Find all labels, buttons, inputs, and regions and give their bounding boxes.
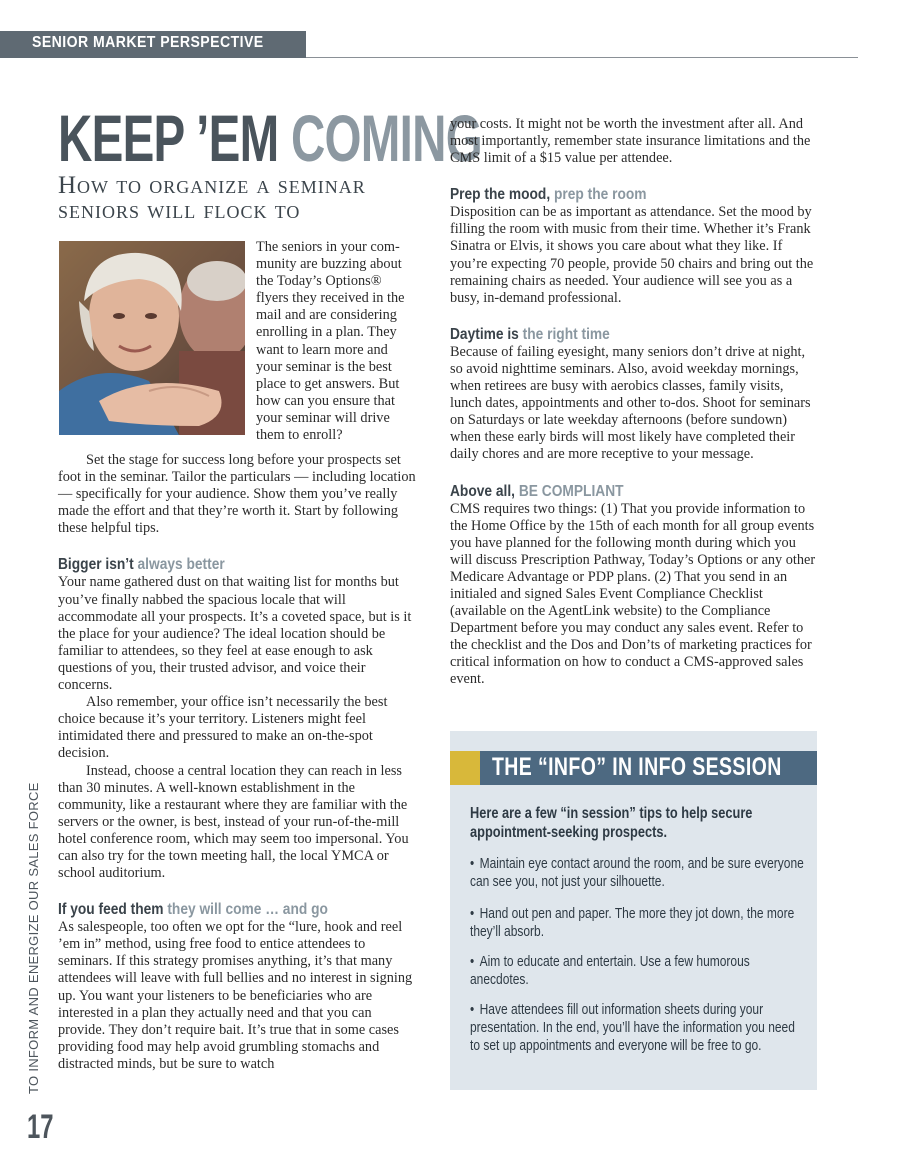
intro-line: your seminar will drive — [256, 409, 390, 426]
heading-compliant — [450, 482, 766, 501]
info-intro: Here are a few “in session” tips to help secure appointment-seeking prospects. — [470, 805, 753, 841]
intro-line: the Today’s Options® — [256, 273, 382, 290]
info-tip-text: Have attendees fill out information sheets during your presentation. In the end, you’ll have the information you need to set up appointments and everyone will be free to go. — [470, 1001, 795, 1054]
heading-light: they will come … and go — [167, 901, 328, 919]
intro-line: want to learn more and — [256, 341, 388, 358]
info-title: THE “INFO” IN INFO SESSION — [492, 753, 782, 781]
info-tip-text: Hand out pen and paper. The more they jot down, the more they’ll absorb. — [470, 905, 795, 940]
bigger-paragraph-2: Also remember, your office isn’t necessarily the best choice because it’s your territory. Listeners might feel intimidated there and pressured to make an on-the-spot decision. — [58, 694, 388, 762]
info-tip — [470, 1001, 806, 1055]
title-part-dark: KEEP ’EM — [58, 101, 279, 175]
intro-line: place to get answers. But — [256, 375, 400, 392]
intro-line: munity are buzzing about — [256, 256, 402, 273]
bullet-icon: • — [470, 953, 475, 970]
intro-line: mail and are considering — [256, 307, 397, 324]
heading-food — [58, 900, 371, 919]
section-label: SENIOR MARKET PERSPECTIVE — [32, 34, 264, 51]
intro-paragraph-2: Set the stage for success long before your prospects set foot in the seminar. Tailor the particulars — including location — specifically for your audience. Show them you’ve really made the effort and that they’re worth it. Start by following these helpful tips. — [58, 452, 416, 537]
heading-bigger — [58, 555, 371, 574]
bigger-paragraph-3: Instead, choose a central location they can reach in less than 30 minutes. A well-known establishment in the community, like a restaurant where they are familiar with the servers or the owner, is best, instead of your run-of-the-mill hotel conference room, which may seem too impersonal. You can also try for the town meeting hall, the local YMCA or school auditorium. — [58, 762, 409, 882]
info-tip — [470, 905, 806, 941]
intro-paragraph — [256, 239, 426, 444]
info-tip — [470, 953, 806, 989]
bigger-paragraph-1: Your name gathered dust on that waiting list for months but you’ve finally nabbed the spacious locale that will accommodate all your prospects. It’s a coveted space, but is it the place for your audience? The ideal location should be familiar to attendees, so they feel at ease enough to ask questions of you, their trusted advisor, and voice their concerns. — [58, 574, 412, 694]
heading-daytime — [450, 325, 766, 344]
heading-dark: If you feed them — [58, 901, 164, 919]
vertical-tagline: TO INFORM AND ENERGIZE OUR SALES FORCE — [26, 782, 41, 1094]
food-paragraph-continued: your costs. It might not be worth the investment after all. And most importantly, remember state insurance limitations and the CMS limit of a $15 value per attendee. — [450, 116, 811, 167]
compliant-paragraph: CMS requires two things: (1) That you provide information to the Home Office by the 15th of each month for all group events you have planned for the following month during which you will discuss Prescription Pathway, Today’s Options or any other Medicare Advantage or PDP plans. (2) That you send in an initialed and signed Sales Event Compliance Checklist (available on the AgentLink website) to the Compliance Department before you may conduct any sales event. Refer to the checklist and the Dos and Don’ts of marketing practices for critical information on how to conduct a CMS-approved sales event. — [450, 500, 816, 688]
heading-light: prep the room — [553, 186, 647, 204]
intro-line: flyers they received in the — [256, 290, 405, 307]
daytime-paragraph: Because of failing eyesight, many seniors don’t drive at night, so avoid nighttime seminars. Also, avoid weekday mornings, when retirees are busy with aerobics classes, family visits, lunch dates, appointments and other to-dos. Shoot for seminars on Saturdays or late weekday afternoons (before sundown) when these early birds will most likely have completed their daily chores and are more receptive to your message. — [450, 343, 811, 463]
article-subtitle: How to organize a seminar seniors will flock to — [58, 172, 366, 224]
heading-dark: Daytime is — [450, 325, 519, 343]
seniors-photo — [59, 241, 245, 435]
page-number: 17 — [27, 1108, 54, 1146]
info-accent-block — [450, 751, 480, 785]
article-title — [58, 101, 483, 175]
title-part-light: COMING — [290, 101, 483, 175]
bullet-icon: • — [470, 905, 475, 922]
intro-line: your seminar is the best — [256, 358, 392, 375]
info-tip — [470, 855, 806, 891]
info-tip-text: Aim to educate and entertain. Use a few humorous anecdotes. — [470, 953, 750, 988]
bullet-icon: • — [470, 855, 475, 872]
heading-light: always better — [137, 556, 225, 574]
column-right — [450, 116, 818, 689]
mood-paragraph: Disposition can be as important as attendance. Set the mood by filling the room with music from their time. Whether it’s Frank Sinatra or Elvis, it shows you care about what they like. If you’re expecting 70 people, provide 50 chairs and bring out the remaining chairs as needed. Your audience will see you as a busy, in-demand professional. — [450, 204, 814, 306]
heading-dark: Bigger isn’t — [58, 556, 134, 574]
intro-line: how can you ensure that — [256, 392, 395, 409]
heading-dark: Prep the mood, — [450, 186, 551, 204]
food-paragraph-1: As salespeople, too often we opt for the “lure, hook and reel ’em in” method, using free food to entice attendees to seminars. If this strategy promises anything, it’s that many attendees will leave with full bellies and no interest in signing up. You want your listeners to be beneficiaries who are interested in a plan they actually need and that you can provide. They don’t require bait. It’s true that in some cases providing food may help avoid grumbling stomachs and distracted minds, but be sure to watch — [58, 919, 413, 1072]
heading-light: BE COMPLIANT — [518, 482, 624, 500]
intro-line: The seniors in your com- — [256, 239, 400, 255]
intro-line: them to enroll? — [256, 427, 343, 444]
bullet-icon: • — [470, 1001, 475, 1018]
heading-dark: Above all, — [450, 482, 515, 500]
info-tip-text: Maintain eye contact around the room, and be sure everyone can see you, not just your silhouette. — [470, 855, 804, 890]
info-session-box — [450, 731, 817, 1090]
heading-mood — [450, 185, 766, 204]
column-left — [58, 452, 422, 1073]
header-rule — [306, 57, 858, 58]
intro-line: enrolling in a plan. They — [256, 324, 397, 341]
heading-light: the right time — [522, 325, 610, 343]
